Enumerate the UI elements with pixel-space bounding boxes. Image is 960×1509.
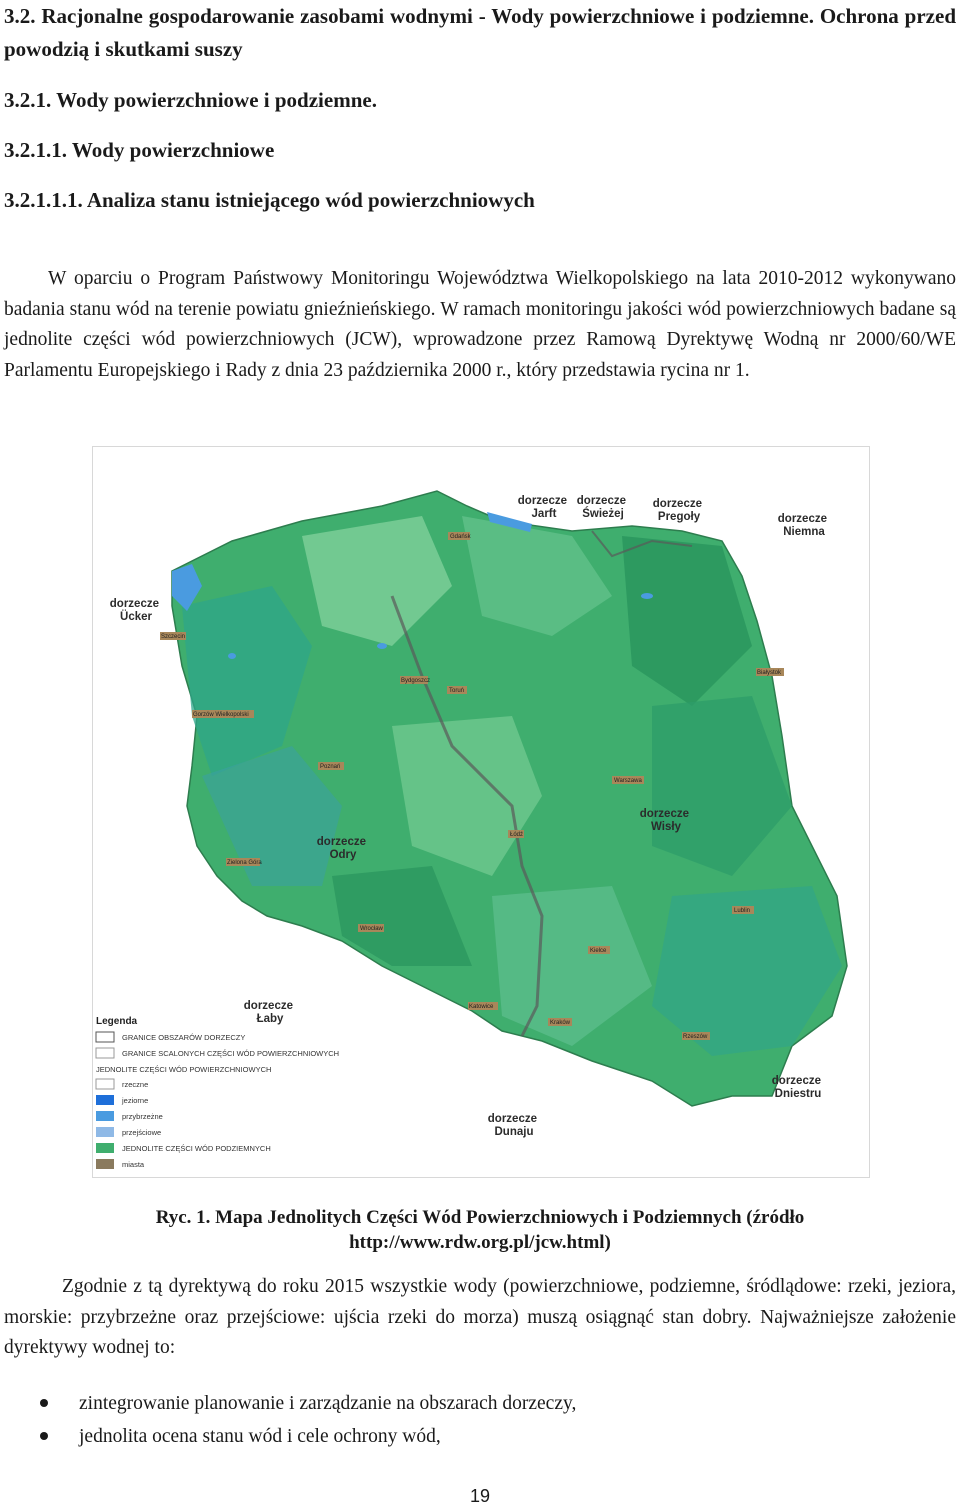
list-item-text: jednolita ocena stanu wód i cele ochrony wód, [79, 1426, 441, 1447]
basin-label-line: Ücker [120, 611, 152, 623]
water-bodies-map-figure [92, 446, 870, 1178]
basin-label-dniestru [772, 1075, 824, 1100]
intro-paragraph: W oparciu o Program Państwowy Monitoringu Województwa Wielkopolskiego na lata 2010-2012 wykonywano badania stanu wód na terenie powiatu gnieźnieńskiego. W ramach monitoringu jakości wód powierzchniowych badane są jednolite części wód powierzchniowych (JCW), wprowadzone przez Ramową Dyrektywę Wodną nr 2000/60/WE Parlamentu Europejskiego i Rady z dnia 23 października 2000 r., który przedstawia rycina nr 1. [4, 268, 956, 381]
legend-item: jeziorne [122, 1096, 149, 1105]
legend-item: rzeczne [122, 1080, 149, 1089]
bullet-icon [40, 1432, 48, 1440]
legend-item: przybrzeżne [122, 1112, 163, 1121]
figure-caption: Ryc. 1. Mapa Jednolitych Części Wód Powierzchniowych i Podziemnych (źródło http://www.rdw.org.pl/jcw.html) [155, 1207, 805, 1253]
basin-label-line: Świeżej [582, 508, 624, 520]
city-label-gdansk: Gdańsk [450, 534, 471, 540]
basin-label-line: Niemna [783, 526, 825, 538]
section-heading-3-2-1-1-1: 3.2.1.1.1. Analiza stanu istniejącego wód powierzchniowych [4, 188, 535, 212]
basin-label-line: Pregoły [657, 511, 701, 523]
city-label-gorzow: Gorzów Wielkopolski [193, 712, 249, 718]
city-label-zielona-gora: Zielona Góra [227, 860, 262, 866]
city-label-bydgoszcz: Bydgoszcz [401, 678, 431, 684]
city-label-bialystok: Białystok [757, 670, 782, 676]
city-label-rzeszow: Rzeszów [683, 1034, 708, 1040]
basin-label-line: dorzecze [243, 1000, 294, 1012]
legend-swatch-groundwater [96, 1143, 114, 1153]
city-label-krakow: Kraków [550, 1020, 571, 1026]
legend-item: GRANICE SCALONYCH CZĘŚCI WÓD POWIERZCHNIOWYCH [122, 1049, 340, 1058]
legend-swatch-transitional [96, 1127, 114, 1137]
basin-label-line: Dniestru [774, 1088, 822, 1100]
basin-label-line: dorzecze [487, 1113, 538, 1125]
basin-label-line: Łaby [256, 1013, 284, 1025]
city-label-poznan: Poznań [320, 764, 341, 770]
legend-item: przejściowe [122, 1128, 162, 1137]
city-label-katowice: Katowice [469, 1004, 494, 1010]
directive-assumptions-list [0, 1387, 576, 1453]
list-item-text: zintegrowanie planowanie i zarządzanie na obszarach dorzeczy, [79, 1393, 577, 1414]
basin-label-line: dorzecze [652, 498, 703, 510]
legend-title: Legenda [96, 1016, 138, 1027]
basin-label-line: dorzecze [517, 495, 568, 507]
basin-label-line: dorzecze [771, 1075, 822, 1087]
basin-label-line: dorzecze [777, 513, 828, 525]
section-heading-3-2: 3.2. Racjonalne gospodarowanie zasobami wodnymi - Wody powierzchniowe i podziemne. Ochrona przed powodzią i skutkami suszy [4, 4, 956, 61]
city-label-wroclaw: Wrocław [360, 926, 383, 932]
legend-swatch-cities [96, 1159, 114, 1169]
poland-water-map [92, 446, 870, 1178]
basin-label-line: dorzecze [576, 495, 627, 507]
basin-label-line: dorzecze [639, 808, 690, 820]
basin-label-line: Jarft [531, 508, 557, 520]
lake-water [377, 643, 387, 649]
section-heading-3-2-1: 3.2.1. Wody powierzchniowe i podziemne. [4, 88, 377, 112]
page-number: 19 [469, 1486, 491, 1506]
basin-label-line: Odry [329, 849, 357, 861]
basin-label-line: dorzecze [109, 598, 160, 610]
city-label-lublin: Lublin [734, 908, 751, 914]
bullet-icon [40, 1399, 48, 1407]
city-label-torun: Toruń [449, 688, 465, 694]
city-label-lodz: Łódź [510, 832, 524, 838]
directive-paragraph: Zgodnie z tą dyrektywą do roku 2015 wszystkie wody (powierzchniowe, podziemne, śródlądowe: rzeki, jeziora, morskie: przybrzeżne oraz przejściowe: ujścia rzeki do morza) muszą osiągnąć stan dobry. Najważniejsze założenie dyrektywy wodnej to: [4, 1276, 956, 1358]
section-heading-3-2-1-1: 3.2.1.1. Wody powierzchniowe [4, 138, 275, 162]
basin-label-line: dorzecze [316, 836, 367, 848]
legend-item: JEDNOLITE CZĘŚCI WÓD PODZIEMNYCH [122, 1144, 271, 1153]
legend-item: miasta [122, 1160, 145, 1169]
basin-label-line: Wisły [651, 821, 681, 833]
basin-label-niemna [778, 513, 830, 538]
lake-water [641, 593, 653, 599]
lake-water [228, 653, 236, 659]
list-item [0, 1387, 576, 1420]
basin-label-dunaju [488, 1113, 540, 1138]
legend-swatch-river [96, 1079, 114, 1089]
city-label-warszawa: Warszawa [614, 778, 642, 784]
basin-label-line: Dunaju [494, 1126, 534, 1138]
city-label-kielce: Kielce [590, 948, 607, 954]
legend-item: JEDNOLITE CZĘŚCI WÓD POWIERZCHNIOWYCH [96, 1065, 272, 1074]
legend-item: GRANICE OBSZARÓW DORZECZY [122, 1033, 246, 1042]
city-label-szczecin: Szczecin [161, 634, 186, 640]
basin-label-swiezej [577, 495, 629, 520]
basin-label-pregoly [653, 498, 705, 523]
legend-swatch-coastal [96, 1111, 114, 1121]
list-item [0, 1420, 576, 1453]
legend-swatch-lake [96, 1095, 114, 1105]
